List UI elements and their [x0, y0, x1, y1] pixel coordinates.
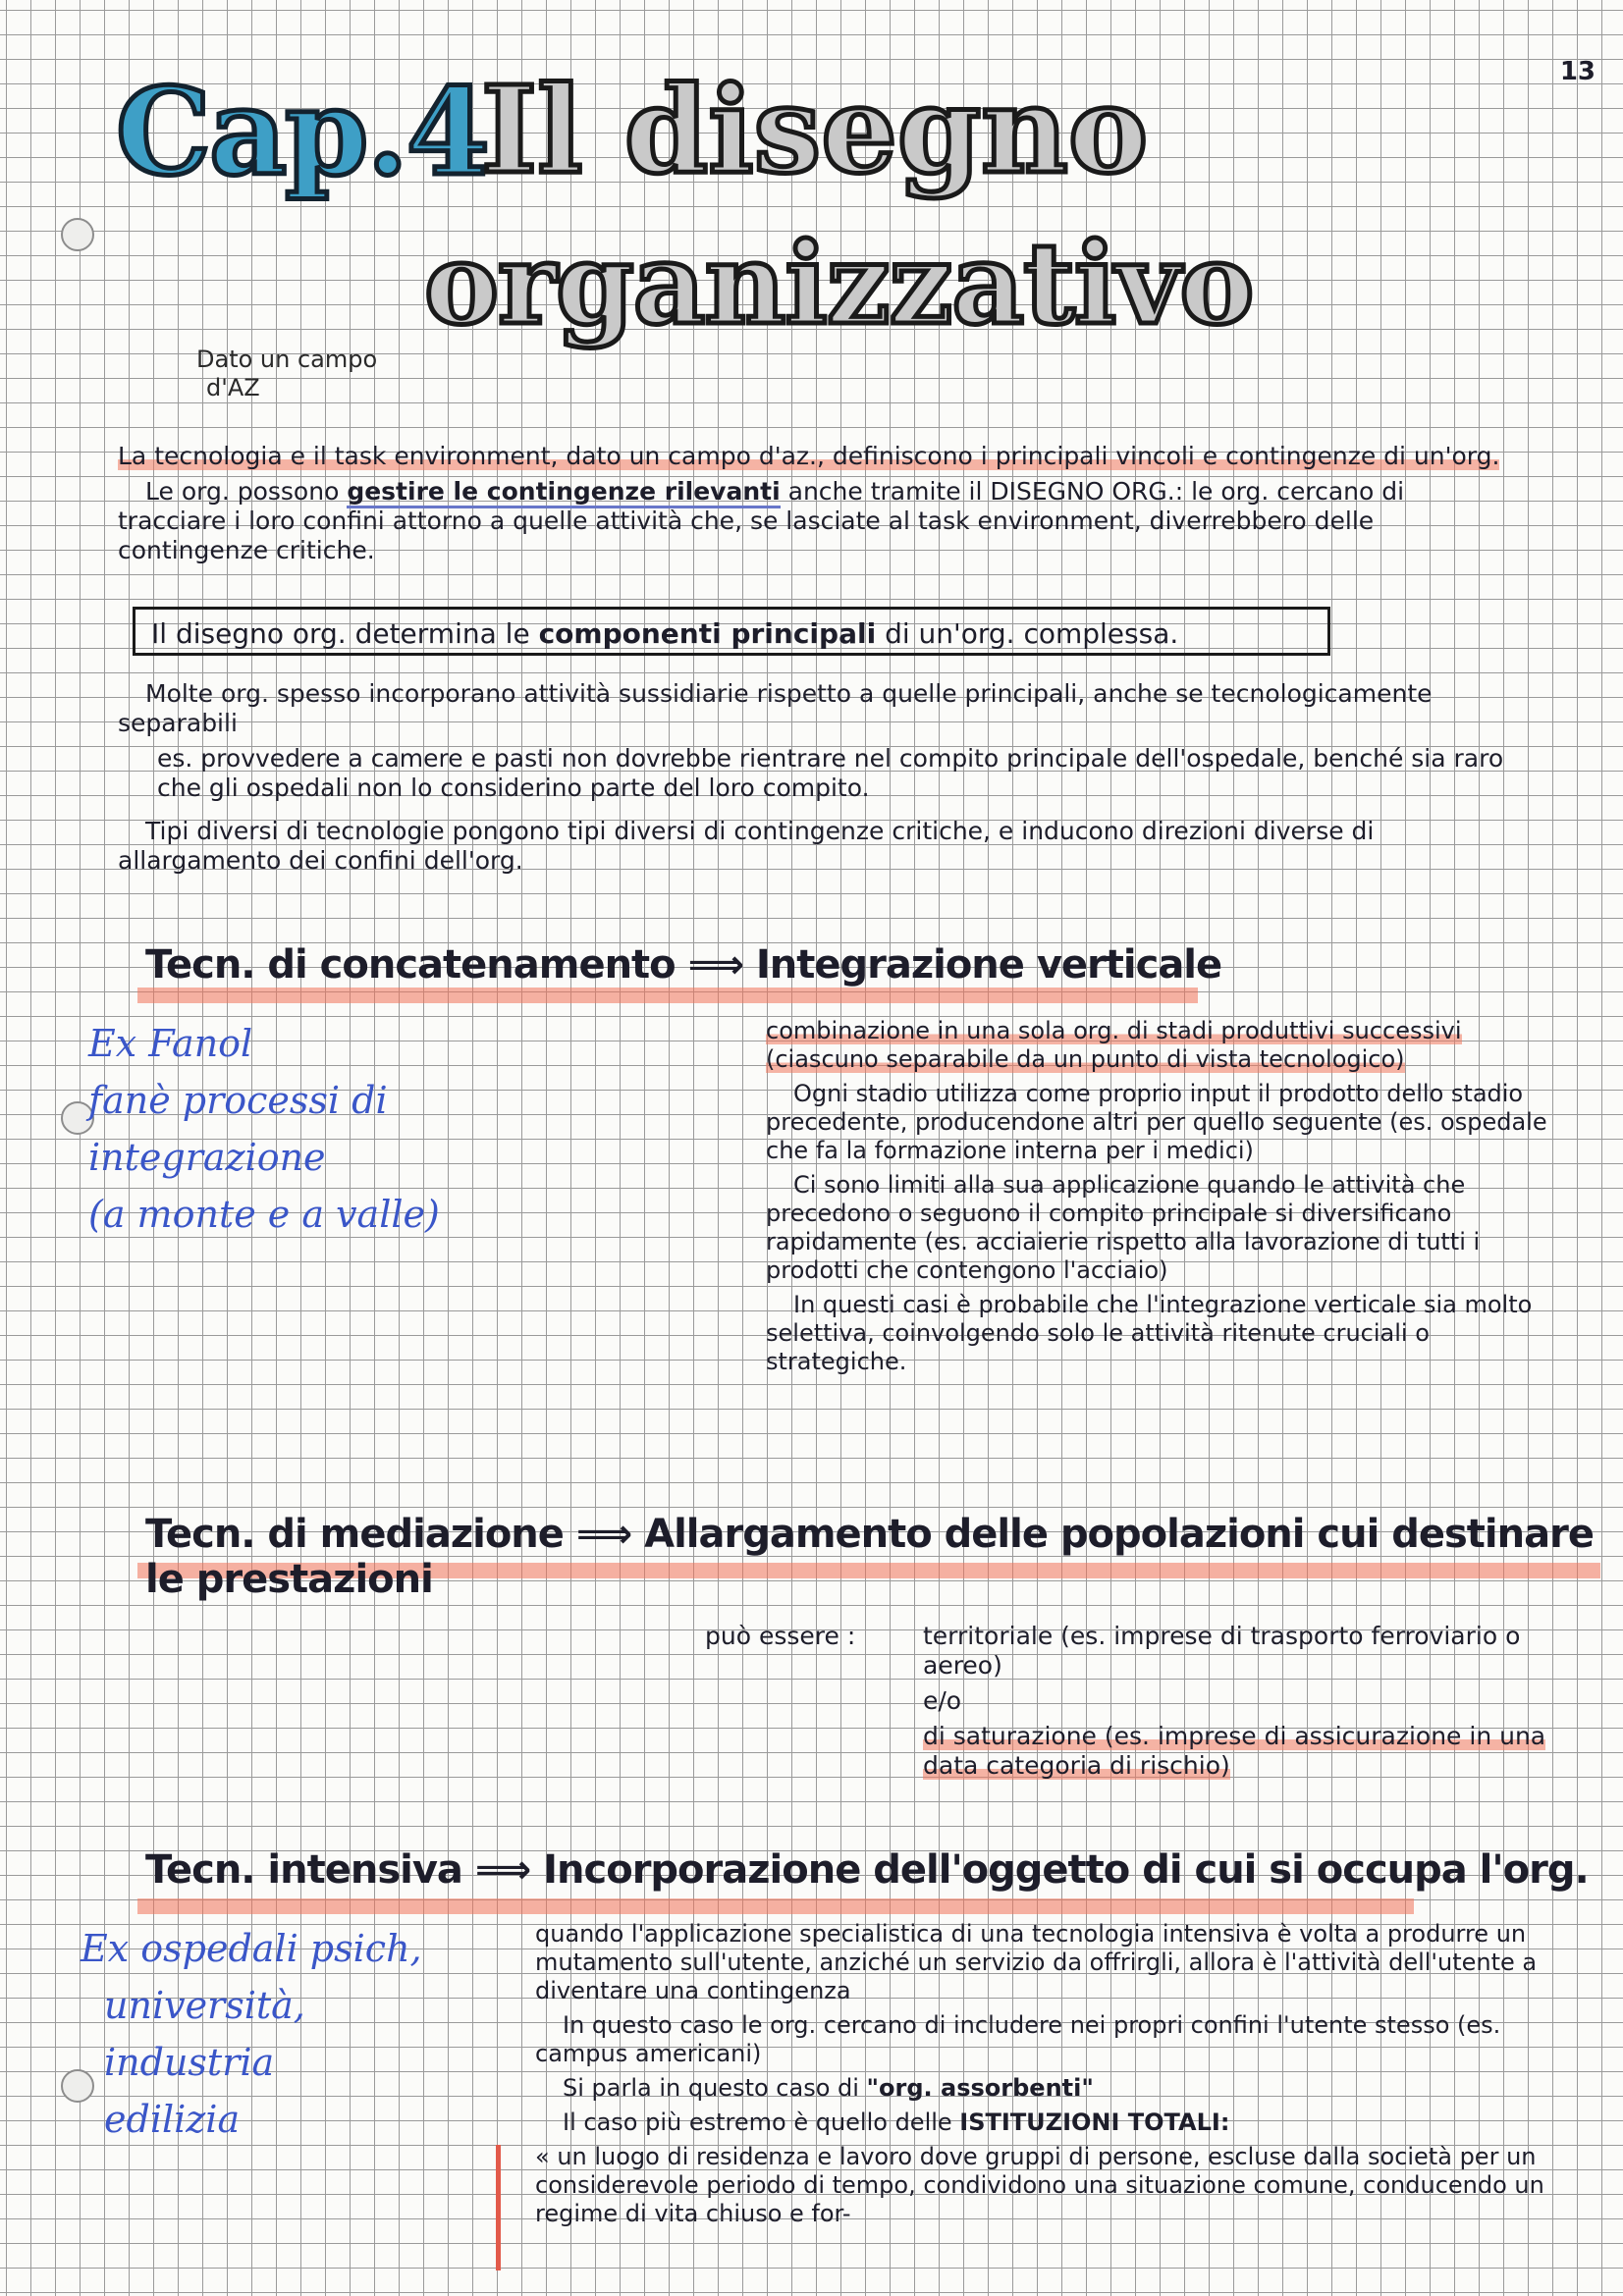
- margin-red-mark: [496, 2145, 501, 2270]
- intro-paragraphs: La tecnologia e il task environment, dato un campo d'az., definiscono i principali vincoli e contingenze di un'org. Le org. possono gestire le contingenze rilevanti anche tramite il DISEGNO ORG.: le org. cercano di tracciare i loro confini attorno a quelle attività che, se lasciate al task environment, diverrebbero delle contingenze critiche.: [118, 442, 1500, 564]
- mediation-options: territoriale (es. imprese di trasporto ferroviario o aereo) e/o di saturazione (es. imprese di assicurazione in una data categoria di rischio): [923, 1622, 1546, 1780]
- punch-hole: [61, 218, 94, 251]
- page-number: 13: [1559, 57, 1596, 86]
- margin-note: Dato un campo d'AZ: [196, 346, 378, 401]
- key-definition-box: Il disegno org. determina le componenti principali di un'org. complessa.: [133, 607, 1330, 656]
- section-heading-mediazione: Tecn. di mediazione ⟹ Allargamento delle popolazioni cui destinare le prestazioni: [145, 1512, 1594, 1602]
- title-line2: organizzativo: [424, 218, 1254, 349]
- subsidiary-activities: Molte org. spesso incorporano attività sussidiarie rispetto a quelle principali, anche se tecnologicamente separabili es. provvedere a camere e pasti non dovrebbe rientrare nel compito principale dell'ospedale, benché sia raro che gli ospedali non lo considerino parte del loro compito. Tipi diversi di tecnologie pongono tipi diversi di contingenze critiche, e inducono direzioni diverse di allargamento dei confini dell'org.: [118, 679, 1504, 875]
- section-body-concatenamento: combinazione in una sola org. di stadi produttivi successivi (ciascuno separabile da un punto di vista tecnologico) Ogni stadio utilizza come proprio input il prodotto dello stadio precedente, producendone altri per quello seguente (es. ospedale che fa la formazione interna per i medici) Ci sono limiti alla sua applicazione quando le attività che precedono o seguono il compito principale si diversificano rapidamente (es. acciaierie rispetto alla lavorazione di tutti i prodotti che contengono l'acciaio) In questi casi è probabile che l'integrazione verticale sia molto selettiva, coinvolgendo solo le attività ritenute cruciali o strategiche.: [766, 1017, 1547, 1375]
- heading-highlight: [137, 988, 1198, 1003]
- mediation-lead: può essere :: [705, 1622, 856, 1650]
- heading-highlight: [137, 1898, 1414, 1914]
- title-chapter: Cap.4: [116, 61, 488, 202]
- title-line1: Il disegno: [481, 59, 1149, 200]
- section-heading-concatenamento: Tecn. di concatenamento ⟹ Integrazione verticale: [145, 942, 1222, 988]
- section-body-intensiva: quando l'applicazione specialistica di una tecnologia intensiva è volta a produrre un mutamento sull'utente, anziché un servizio da offrirgli, allora è l'attività dell'utente a diventare una contingenza In questo caso le org. cercano di includere nei propri confini l'utente stesso (es. campus americani) Si parla in questo caso di "org. assorbenti" Il caso più estremo è quello delle ISTITUZIONI TOTALI: « un luogo di residenza e lavoro dove gruppi di persone, escluse dalla società per un considerevole periodo di tempo, condividono una situazione comune, conducendo un regime di vita chiuso e for-: [535, 1920, 1544, 2227]
- margin-annotation-blue: Ex Fanol fanè processi di integrazione (a monte e a valle): [88, 1022, 440, 1236]
- margin-annotation-blue: Ex ospedali psich, università, industria edilizia: [81, 1927, 422, 2141]
- section-heading-intensiva: Tecn. intensiva ⟹ Incorporazione dell'oggetto di cui si occupa l'org.: [145, 1847, 1589, 1893]
